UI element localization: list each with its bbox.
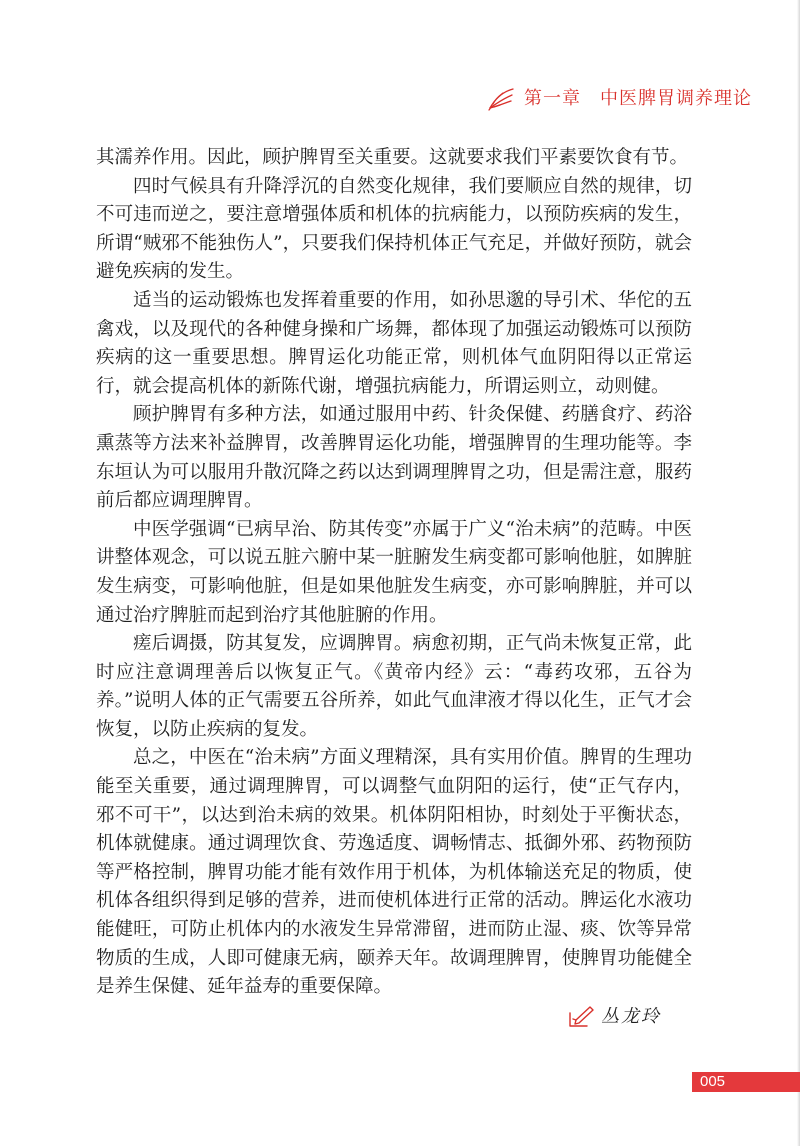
paragraph: 四时气候具有升降浮沉的自然变化规律，我们要顺应自然的规律，切不可违而逆之，要注意增强体质和机体的抗病能力，以预防疾病的发生，所谓“贼邪不能独伤人”，只要我们保持机体正气充足，并做好预防，就会避免疾病的发生。 [96,175,692,283]
paragraph: 顾护脾胃有多种方法，如通过服用中药、针灸保健、药膳食疗、药浴熏蒸等方法来补益脾胃，改善脾胃运化功能，增强脾胃的生理功能等。李东垣认为可以服用升散沉降之药以达到调理脾胃之功，但是需注意，服药前后都应调理脾胃。 [96,404,692,512]
paragraph: 瘥后调摄，防其复发，应调脾胃。病愈初期，正气尚未恢复正常，此时应注意调理善后以恢复正气。《黄帝内经》云：“毒药攻邪，五谷为养。”说明人体的正气需要五谷所养，如此气血津液才得以化生，正气才会恢复，以防止疾病的复发。 [96,633,692,740]
running-header [486,86,752,114]
pen-paper-icon [567,1005,595,1029]
paragraph: 其濡养作用。因此，顾护脾胃至关重要。这就要求我们平素要饮食有节。 [96,147,689,168]
paragraph: 总之，中医在“治未病”方面义理精深，具有实用价值。脾胃的生理功能至关重要，通过调理脾胃，可以调整气血阴阳的运行，使“正气存内，邪不可干”，以达到治未病的效果。机体阴阳相协，时刻处于平衡状态，机体就健康。通过调理饮食、劳逸适度、调畅情志、抵御外邪、药物预防等严格控制，脾胃功能才能有效作用于机体，为机体输送充足的物质，使机体各组织得到足够的营养，进而使机体进行正常的活动。脾运化水液功能健旺，可防止机体内的水液发生异常滞留，进而防止湿、痰、饮等异常物质的生成，人即可健康无病，颐养天年。故调理脾胃，使脾胃功能健全是养生保健、延年益寿的重要保障。 [96,747,692,998]
paragraph: 适当的运动锻炼也发挥着重要的作用，如孙思邈的导引术、华佗的五禽戏，以及现代的各种健身操和广场舞，都体现了加强运动锻炼可以预防疾病的这一重要思想。脾胃运化功能正常，则机体气血阴阳得以正常运行，就会提高机体的新陈代谢，增强抗病能力，所谓运则立，动则健。 [96,289,692,397]
paragraph: 中医学强调“已病早治、防其传变”亦属于广义“治未病”的范畴。中医讲整体观念，可以说五脏六腑中某一脏腑发生病变都可影响他脏，如脾脏发生病变，可影响他脏，但是如果他脏发生病变，亦可影响脾脏，并可以通过治疗脾脏而起到治疗其他脏腑的作用。 [96,518,692,626]
chapter-title: 第一章 中医脾胃调养理论 [524,88,752,109]
fan-leaf-icon [486,86,516,112]
body-text [96,144,692,1002]
author-signature [567,1003,727,1031]
page-number: 005 [700,1073,726,1090]
author-name: 丛龙玲 [601,1006,661,1027]
